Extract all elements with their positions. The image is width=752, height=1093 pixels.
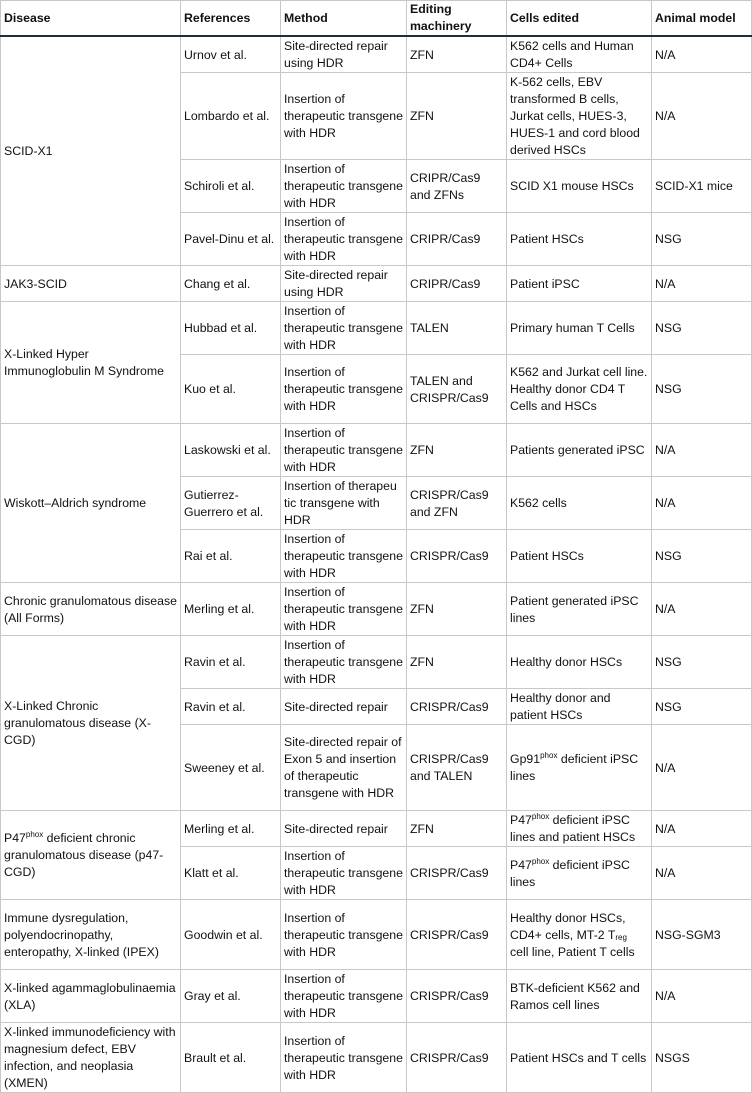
method-cell: Insertion of therapeutic transgene with HDR (281, 1023, 407, 1093)
cells-edited-cell (507, 725, 652, 811)
cells-edited-cell: Patient HSCs (507, 213, 652, 266)
machinery-cell: CRIPR/Cas9 and ZFNs (407, 160, 507, 213)
cells-text: Healthy donor HSCs, CD4+ cells, MT-2 T (510, 910, 626, 942)
disease-cell: SCID-X1 (1, 36, 181, 266)
method-cell: Insertion of therapeu tic transgene with HDR (281, 477, 407, 530)
machinery-cell: ZFN (407, 36, 507, 73)
reference-cell: Schiroli et al. (181, 160, 281, 213)
animal-model-cell: N/A (652, 73, 752, 160)
machinery-cell: ZFN (407, 811, 507, 847)
method-cell: Insertion of therapeutic transgene with HDR (281, 213, 407, 266)
machinery-cell: TALEN and CRISPR/Cas9 (407, 355, 507, 424)
animal-model-cell: NSG (652, 355, 752, 424)
header-editing-machinery: Editing machinery (407, 1, 507, 37)
table-row (1, 970, 752, 1023)
table-row (1, 302, 752, 355)
reference-cell: Lombardo et al. (181, 73, 281, 160)
cells-edited-cell: Patient generated iPSC lines (507, 583, 652, 636)
disease-cell: JAK3-SCID (1, 266, 181, 302)
cells-edited-cell: Patients generated iPSC (507, 424, 652, 477)
table-row (1, 1023, 752, 1093)
animal-model-cell: NSG-SGM3 (652, 900, 752, 970)
method-cell: Site-directed repair (281, 689, 407, 725)
cells-edited-cell: BTK-deficient K562 and Ramos cell lines (507, 970, 652, 1023)
cells-edited-cell: SCID X1 mouse HSCs (507, 160, 652, 213)
disease-cell: X-linked immunodeficiency with magnesium defect, EBV infection, and neoplasia (XMEN) (1, 1023, 181, 1093)
method-cell: Site-directed repair of Exon 5 and insertion of therapeutic transgene with HDR (281, 725, 407, 811)
cells-edited-cell (507, 847, 652, 900)
reference-cell: Ravin et al. (181, 636, 281, 689)
cells-edited-cell: Patient HSCs and T cells (507, 1023, 652, 1093)
disease-cell: Immune dysregulation, polyendocrinopathy, enteropathy, X-linked (IPEX) (1, 900, 181, 970)
animal-model-cell: NSG (652, 302, 752, 355)
cells-edited-cell: K-562 cells, EBV transformed B cells, Jurkat cells, HUES-3, HUES-1 and cord blood derived HSCs (507, 73, 652, 160)
method-cell: Insertion of therapeutic transgene with HDR (281, 847, 407, 900)
reference-cell: Pavel-Dinu et al. (181, 213, 281, 266)
table-row (1, 636, 752, 689)
header-references: References (181, 1, 281, 37)
phox-superscript: phox (540, 751, 558, 760)
reference-cell: Brault et al. (181, 1023, 281, 1093)
machinery-cell: CRISPR/Cas9 (407, 847, 507, 900)
animal-model-cell: SCID-X1 mice (652, 160, 752, 213)
cells-text: deficient iPSC lines and patient HSCs (510, 813, 636, 844)
reference-cell: Sweeney et al. (181, 725, 281, 811)
method-cell: Insertion of therapeutic transgene with HDR (281, 583, 407, 636)
method-cell: Insertion of therapeutic transgene with HDR (281, 970, 407, 1023)
machinery-cell: CRIPR/Cas9 (407, 213, 507, 266)
cells-edited-cell: Healthy donor HSCs (507, 636, 652, 689)
disease-cell: X-linked agammaglobulinaemia (XLA) (1, 970, 181, 1023)
disease-cell: Chronic granulomatous disease (All Forms) (1, 583, 181, 636)
method-cell: Insertion of therapeutic transgene with HDR (281, 302, 407, 355)
header-animal-model: Animal model (652, 1, 752, 37)
machinery-cell: CRISPR/Cas9 (407, 689, 507, 725)
machinery-cell: CRISPR/Cas9 and ZFN (407, 477, 507, 530)
header-disease: Disease (1, 1, 181, 37)
reference-cell: Urnov et al. (181, 36, 281, 73)
machinery-cell: ZFN (407, 636, 507, 689)
cells-edited-cell: Patient iPSC (507, 266, 652, 302)
reference-cell: Klatt et al. (181, 847, 281, 900)
reference-cell: Ravin et al. (181, 689, 281, 725)
machinery-cell: CRISPR/Cas9 and TALEN (407, 725, 507, 811)
method-cell: Site-directed repair (281, 811, 407, 847)
animal-model-cell: NSG (652, 636, 752, 689)
animal-model-cell: N/A (652, 477, 752, 530)
animal-model-cell: NSGS (652, 1023, 752, 1093)
cells-text: deficient iPSC lines (510, 752, 639, 783)
method-cell: Insertion of therapeutic transgene with HDR (281, 160, 407, 213)
reference-cell: Kuo et al. (181, 355, 281, 424)
method-cell: Insertion of therapeutic transgene with HDR (281, 73, 407, 160)
cells-edited-cell: Patient HSCs (507, 530, 652, 583)
cells-edited-cell: Primary human T Cells (507, 302, 652, 355)
reg-subscript: reg (615, 932, 627, 942)
cells-edited-cell (507, 900, 652, 970)
animal-model-cell: NSG (652, 530, 752, 583)
machinery-cell: CRISPR/Cas9 (407, 530, 507, 583)
table-row (1, 424, 752, 477)
phox-superscript: phox (531, 856, 550, 866)
animal-model-cell: N/A (652, 725, 752, 811)
cells-edited-cell: Healthy donor and patient HSCs (507, 689, 652, 725)
animal-model-cell: N/A (652, 424, 752, 477)
table-row (1, 36, 752, 73)
table-row (1, 900, 752, 970)
phox-superscript: phox (531, 812, 550, 821)
reference-cell: Rai et al. (181, 530, 281, 583)
animal-model-cell: N/A (652, 847, 752, 900)
machinery-cell: ZFN (407, 424, 507, 477)
cells-text: P47 (510, 857, 532, 872)
machinery-cell: CRIPR/Cas9 (407, 266, 507, 302)
cells-text: deficient iPSC lines (510, 857, 630, 889)
method-cell: Insertion of therapeutic transgene with HDR (281, 900, 407, 970)
table-row (1, 583, 752, 636)
cells-text: P47 (510, 813, 532, 827)
disease-cell: X-Linked Hyper Immunoglobulin M Syndrome (1, 302, 181, 424)
reference-cell: Gutierrez-Guerrero et al. (181, 477, 281, 530)
reference-cell: Laskowski et al. (181, 424, 281, 477)
disease-cell: X-Linked Chronic granulomatous disease (X-CGD) (1, 636, 181, 811)
table-row (1, 811, 752, 847)
method-cell: Insertion of therapeutic transgene with HDR (281, 355, 407, 424)
reference-cell: Chang et al. (181, 266, 281, 302)
reference-cell: Gray et al. (181, 970, 281, 1023)
method-cell: Site-directed repair using HDR (281, 36, 407, 73)
animal-model-cell: N/A (652, 266, 752, 302)
animal-model-cell: N/A (652, 970, 752, 1023)
method-cell: Site-directed repair using HDR (281, 266, 407, 302)
header-method: Method (281, 1, 407, 37)
disease-text: P47 (4, 831, 26, 845)
reference-cell: Merling et al. (181, 583, 281, 636)
animal-model-cell: NSG (652, 213, 752, 266)
animal-model-cell: N/A (652, 811, 752, 847)
cells-edited-cell: K562 cells (507, 477, 652, 530)
animal-model-cell: N/A (652, 583, 752, 636)
cells-text: cell line, Patient T cells (510, 944, 635, 959)
disease-cell (1, 811, 181, 900)
machinery-cell: CRISPR/Cas9 (407, 970, 507, 1023)
header-row (1, 1, 752, 37)
reference-cell: Hubbad et al. (181, 302, 281, 355)
machinery-cell: CRISPR/Cas9 (407, 1023, 507, 1093)
cells-edited-cell (507, 811, 652, 847)
animal-model-cell: NSG (652, 689, 752, 725)
animal-model-cell: N/A (652, 36, 752, 73)
reference-cell: Goodwin et al. (181, 900, 281, 970)
header-cells-edited: Cells edited (507, 1, 652, 37)
method-cell: Insertion of therapeutic transgene with HDR (281, 636, 407, 689)
method-cell: Insertion of therapeutic transgene with HDR (281, 424, 407, 477)
machinery-cell: TALEN (407, 302, 507, 355)
machinery-cell: CRISPR/Cas9 (407, 900, 507, 970)
cells-edited-cell: K562 cells and Human CD4+ Cells (507, 36, 652, 73)
disease-cell: Wiskott–Aldrich syndrome (1, 424, 181, 583)
cells-edited-cell: K562 and Jurkat cell line. Healthy donor CD4 T Cells and HSCs (507, 355, 652, 424)
phox-superscript: phox (25, 830, 44, 839)
reference-cell: Merling et al. (181, 811, 281, 847)
cells-text: Gp91 (510, 752, 541, 766)
machinery-cell: ZFN (407, 583, 507, 636)
disease-text: deficient chronic granulomatous disease (p47-CGD) (4, 831, 164, 879)
method-cell: Insertion of therapeutic transgene with HDR (281, 530, 407, 583)
machinery-cell: ZFN (407, 73, 507, 160)
table-row (1, 266, 752, 302)
